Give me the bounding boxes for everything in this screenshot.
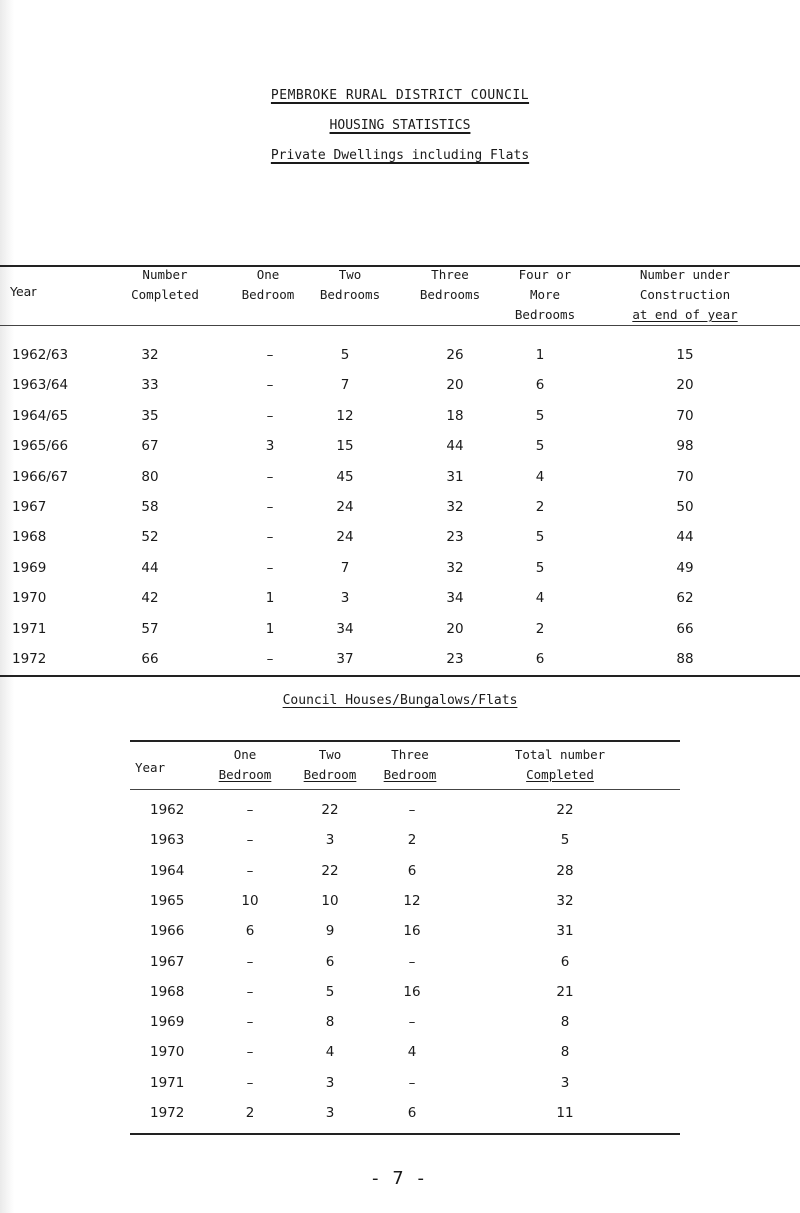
table-row [0, 553, 800, 583]
table-row [0, 401, 800, 431]
private-header-rule [0, 325, 800, 326]
cell-one: – [266, 407, 274, 424]
cell-three: 32 [446, 499, 464, 515]
council-col-total-completed: Total number Completed [514, 747, 606, 782]
cell-one: – [266, 559, 274, 576]
cell-completed: 44 [141, 559, 159, 576]
cell-three: 23 [446, 651, 464, 667]
cell-year: 1967 [12, 499, 47, 515]
cell-three: 2 [407, 832, 417, 849]
table-row [0, 614, 800, 644]
cell-two: 22 [321, 802, 339, 818]
cell-completed: 58 [141, 499, 159, 515]
council-header-rule [130, 789, 680, 790]
cell-total: 22 [556, 802, 574, 818]
cell-two: 24 [336, 499, 354, 515]
cell-year: 1968 [150, 983, 185, 1000]
cell-under: 15 [676, 347, 694, 363]
page-number: - 7 - [372, 1168, 428, 1189]
cell-three: 18 [446, 407, 464, 424]
cell-three: 34 [446, 590, 464, 607]
table-row [0, 916, 800, 946]
cell-three: 23 [446, 529, 464, 546]
cell-one: – [246, 953, 254, 970]
cell-one: 10 [241, 892, 259, 909]
cell-total: 8 [560, 1044, 570, 1061]
private-table-bottom-rule [0, 675, 800, 677]
cell-three: – [408, 953, 416, 970]
cell-total: 31 [556, 923, 574, 940]
cell-three: 16 [403, 923, 421, 940]
cell-year: 1963 [150, 832, 185, 849]
cell-year: 1966/67 [12, 468, 69, 485]
cell-year: 1963/64 [12, 377, 69, 394]
cell-under: 50 [676, 499, 694, 515]
cell-one: – [266, 347, 274, 363]
table-row [0, 522, 800, 552]
cell-completed: 57 [141, 620, 159, 637]
cell-completed: 66 [141, 651, 159, 667]
cell-one: 1 [265, 620, 275, 637]
cell-completed: 35 [141, 407, 159, 424]
cell-four: 4 [535, 468, 545, 485]
cell-four: 2 [535, 499, 545, 515]
cell-two: 22 [321, 862, 339, 879]
cell-year: 1970 [12, 590, 47, 607]
table-row [0, 825, 800, 855]
private-section-heading: Private Dwellings including Flats [270, 148, 530, 163]
cell-total: 6 [560, 953, 570, 970]
cell-total: 32 [556, 892, 574, 909]
council-heading: PEMBROKE RURAL DISTRICT COUNCIL [270, 88, 530, 103]
cell-under: 98 [676, 438, 694, 455]
cell-one: – [246, 862, 254, 879]
cell-year: 1971 [12, 620, 47, 637]
private-col-three-bedrooms: Three Bedrooms [419, 267, 481, 302]
cell-three: 26 [446, 347, 464, 363]
cell-year: 1969 [12, 559, 47, 576]
council-houses-table [0, 795, 800, 1135]
cell-four: 2 [535, 620, 545, 637]
cell-year: 1964 [150, 862, 185, 879]
private-col-completed: Number Completed [131, 267, 199, 302]
cell-year: 1968 [12, 529, 47, 546]
cell-completed: 52 [141, 529, 159, 546]
cell-two: 8 [325, 1014, 335, 1031]
cell-year: 1964/65 [12, 407, 69, 424]
table-row [0, 370, 800, 400]
table-row [0, 856, 800, 886]
private-dwellings-table [0, 340, 800, 670]
cell-three: 6 [407, 862, 417, 879]
cell-one: – [266, 529, 274, 546]
cell-three: 6 [407, 1105, 417, 1121]
cell-two: 10 [321, 892, 339, 909]
cell-three: 4 [407, 1044, 417, 1061]
cell-year: 1970 [150, 1044, 185, 1061]
cell-two: 7 [340, 559, 350, 576]
cell-two: 34 [336, 620, 354, 637]
private-col-four-bedrooms: Four or More Bedrooms [514, 267, 576, 322]
cell-two: 24 [336, 529, 354, 546]
cell-year: 1966 [150, 923, 185, 940]
cell-total: 5 [560, 832, 570, 849]
cell-two: 7 [340, 377, 350, 394]
cell-two: 3 [325, 1105, 335, 1121]
cell-two: 4 [325, 1044, 335, 1061]
cell-under: 88 [676, 651, 694, 667]
cell-total: 11 [556, 1105, 574, 1121]
cell-one: 6 [245, 923, 255, 940]
cell-one: – [246, 1074, 254, 1091]
table-row [0, 340, 800, 370]
table-row [0, 462, 800, 492]
cell-completed: 33 [141, 377, 159, 394]
cell-two: 6 [325, 953, 335, 970]
cell-two: 5 [340, 347, 350, 363]
cell-one: – [266, 651, 274, 667]
cell-one: – [246, 1014, 254, 1031]
cell-four: 6 [535, 651, 545, 667]
cell-year: 1965/66 [12, 438, 69, 455]
table-row [0, 947, 800, 977]
council-table-top-rule [130, 740, 680, 742]
council-section-heading: Council Houses/Bungalows/Flats [282, 693, 518, 708]
cell-three: 44 [446, 438, 464, 455]
cell-one: – [266, 468, 274, 485]
cell-two: 3 [340, 590, 350, 607]
table-row [0, 1037, 800, 1067]
cell-three: 31 [446, 468, 464, 485]
cell-under: 62 [676, 590, 694, 607]
cell-three: – [408, 802, 416, 818]
council-col-three-bedroom: Three Bedroom [383, 747, 437, 782]
subject-heading: HOUSING STATISTICS [329, 118, 471, 133]
council-col-two-bedroom: Two Bedroom [303, 747, 357, 782]
cell-four: 6 [535, 377, 545, 394]
cell-four: 5 [535, 559, 545, 576]
cell-two: 37 [336, 651, 354, 667]
council-table-bottom-rule [130, 1133, 680, 1135]
cell-total: 3 [560, 1074, 570, 1091]
table-row [0, 795, 800, 825]
cell-under: 49 [676, 559, 694, 576]
cell-four: 5 [535, 438, 545, 455]
cell-three: – [408, 1014, 416, 1031]
cell-three: 32 [446, 559, 464, 576]
cell-year: 1972 [150, 1105, 185, 1121]
cell-two: 15 [336, 438, 354, 455]
cell-one: – [246, 1044, 254, 1061]
cell-two: 45 [336, 468, 354, 485]
table-row [0, 1007, 800, 1037]
cell-two: 5 [325, 983, 335, 1000]
cell-one: – [246, 802, 254, 818]
cell-four: 5 [535, 407, 545, 424]
cell-one: 2 [245, 1105, 255, 1121]
cell-three: 20 [446, 377, 464, 394]
cell-year: 1972 [12, 651, 47, 667]
private-col-year: Year [10, 284, 37, 299]
cell-two: 12 [336, 407, 354, 424]
cell-four: 4 [535, 590, 545, 607]
cell-year: 1965 [150, 892, 185, 909]
cell-four: 5 [535, 529, 545, 546]
table-row [0, 886, 800, 916]
cell-under: 70 [676, 468, 694, 485]
cell-three: – [408, 1074, 416, 1091]
council-col-year: Year [135, 760, 166, 775]
table-row [0, 1068, 800, 1098]
cell-year: 1971 [150, 1074, 185, 1091]
table-row [0, 977, 800, 1007]
cell-two: 3 [325, 832, 335, 849]
cell-total: 28 [556, 862, 574, 879]
cell-under: 70 [676, 407, 694, 424]
cell-completed: 42 [141, 590, 159, 607]
cell-one: 1 [265, 590, 275, 607]
table-row [0, 644, 800, 674]
cell-under: 20 [676, 377, 694, 394]
table-row [0, 583, 800, 613]
cell-three: 16 [403, 983, 421, 1000]
cell-completed: 67 [141, 438, 159, 455]
table-row [0, 431, 800, 461]
cell-completed: 80 [141, 468, 159, 485]
cell-one: – [246, 832, 254, 849]
table-row [0, 1098, 800, 1128]
cell-total: 8 [560, 1014, 570, 1031]
cell-four: 1 [535, 347, 545, 363]
cell-one: 3 [265, 438, 275, 455]
cell-one: – [266, 499, 274, 515]
private-col-one-bedroom: One Bedroom [241, 267, 295, 302]
cell-one: – [266, 377, 274, 394]
cell-two: 9 [325, 923, 335, 940]
cell-total: 21 [556, 983, 574, 1000]
cell-year: 1962 [150, 802, 185, 818]
cell-under: 44 [676, 529, 694, 546]
cell-completed: 32 [141, 347, 159, 363]
table-row [0, 492, 800, 522]
private-col-under-construction: Number under Construction at end of year [632, 267, 738, 322]
private-col-two-bedrooms: Two Bedrooms [319, 267, 381, 302]
cell-two: 3 [325, 1074, 335, 1091]
cell-one: – [246, 983, 254, 1000]
council-col-one-bedroom: One Bedroom [218, 747, 272, 782]
cell-year: 1969 [150, 1014, 185, 1031]
cell-year: 1967 [150, 953, 185, 970]
cell-year: 1962/63 [12, 347, 69, 363]
cell-three: 20 [446, 620, 464, 637]
cell-three: 12 [403, 892, 421, 909]
cell-under: 66 [676, 620, 694, 637]
